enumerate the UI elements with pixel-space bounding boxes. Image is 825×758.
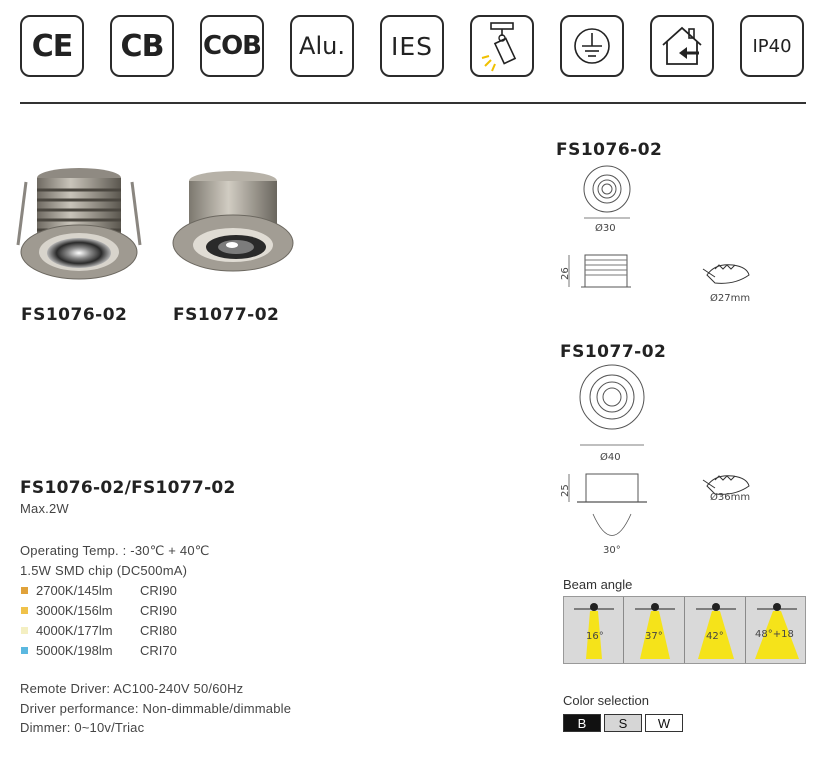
cct-cri: CRI90 bbox=[140, 603, 177, 618]
cct-label: 4000K/177lm bbox=[36, 623, 113, 638]
cct-option bbox=[20, 603, 177, 618]
fs1077-tilt-label: 30° bbox=[603, 545, 621, 556]
cct-cri: CRI70 bbox=[140, 643, 177, 658]
fs1077-diameter-label: Ø40 bbox=[600, 452, 621, 463]
beam-angle-panel bbox=[563, 596, 806, 664]
beam-angle-value: 37° bbox=[645, 631, 663, 642]
beam-angle-value: 48°+18 bbox=[755, 629, 794, 640]
fs1076-cutout-label: Ø27mm bbox=[710, 293, 751, 304]
beam-option-16 bbox=[564, 597, 624, 663]
beam-angle-value: 42° bbox=[706, 631, 724, 642]
fs1077-product-photo bbox=[168, 165, 298, 280]
fs1076-drawing-title: FS1076-02 bbox=[556, 140, 663, 160]
cb-certification-icon: CB bbox=[110, 15, 174, 77]
cct-color-swatch bbox=[21, 647, 28, 654]
fs1076-height-label: 26 bbox=[560, 267, 571, 280]
cct-label: 5000K/198lm bbox=[36, 643, 113, 658]
ip40-rating-icon: IP40 bbox=[740, 15, 804, 77]
spec-operating-temp: Operating Temp. : -30℃ + 40℃ bbox=[20, 543, 210, 558]
beam-option-37 bbox=[625, 597, 685, 663]
ce-certification-icon: CE bbox=[20, 15, 84, 77]
ies-file-icon: IES bbox=[380, 15, 444, 77]
cct-color-swatch bbox=[21, 607, 28, 614]
adjustable-spotlight-icon bbox=[470, 15, 534, 77]
cob-certification-icon: COB bbox=[200, 15, 264, 77]
color-option-white[interactable]: W bbox=[645, 714, 683, 732]
fs1076-product-photo bbox=[14, 160, 144, 285]
cct-color-swatch bbox=[21, 627, 28, 634]
beam-angle-value: 16° bbox=[586, 631, 604, 642]
cct-cri: CRI80 bbox=[140, 623, 177, 638]
beam-angle-label: Beam angle bbox=[563, 577, 633, 592]
cct-color-swatch bbox=[21, 587, 28, 594]
color-option-silver[interactable]: S bbox=[604, 714, 642, 732]
ground-protection-icon bbox=[560, 15, 624, 77]
spec-power: Max.2W bbox=[20, 501, 69, 516]
header-divider bbox=[20, 102, 806, 104]
spec-dimmer: Dimmer: 0~10v/Triac bbox=[20, 720, 145, 735]
color-option-black[interactable]: B bbox=[563, 714, 601, 732]
indoor-use-icon bbox=[650, 15, 714, 77]
spec-chip: 1.5W SMD chip (DC500mA) bbox=[20, 563, 188, 578]
spec-driver-performance: Driver performance: Non-dimmable/dimmable bbox=[20, 701, 292, 716]
aluminum-material-icon: Alu. bbox=[290, 15, 354, 77]
spec-title: FS1076-02/FS1077-02 bbox=[20, 478, 236, 498]
beam-option-42 bbox=[686, 597, 746, 663]
cct-option bbox=[20, 583, 177, 598]
fs1077-drawing-title: FS1077-02 bbox=[560, 342, 667, 362]
cct-label: 3000K/156lm bbox=[36, 603, 113, 618]
fs1077-height-label: 25 bbox=[560, 484, 571, 497]
certification-row bbox=[20, 15, 810, 77]
fs1077-technical-drawing bbox=[555, 362, 785, 562]
spec-remote-driver: Remote Driver: AC100-240V 50/60Hz bbox=[20, 681, 244, 696]
fs1077-cutout-label: Ø36mm bbox=[710, 492, 751, 503]
cct-option bbox=[20, 623, 177, 638]
fs1076-diameter-label: Ø30 bbox=[595, 223, 616, 234]
cct-cri: CRI90 bbox=[140, 583, 177, 598]
fs1076-technical-drawing bbox=[555, 165, 785, 310]
fs1077-photo-label: FS1077-02 bbox=[173, 305, 280, 325]
fs1076-photo-label: FS1076-02 bbox=[21, 305, 128, 325]
cct-label: 2700K/145lm bbox=[36, 583, 113, 598]
color-selection-options bbox=[563, 714, 686, 732]
color-selection-label: Color selection bbox=[563, 693, 649, 708]
beam-option-48-18 bbox=[747, 597, 807, 663]
cct-option bbox=[20, 643, 177, 658]
